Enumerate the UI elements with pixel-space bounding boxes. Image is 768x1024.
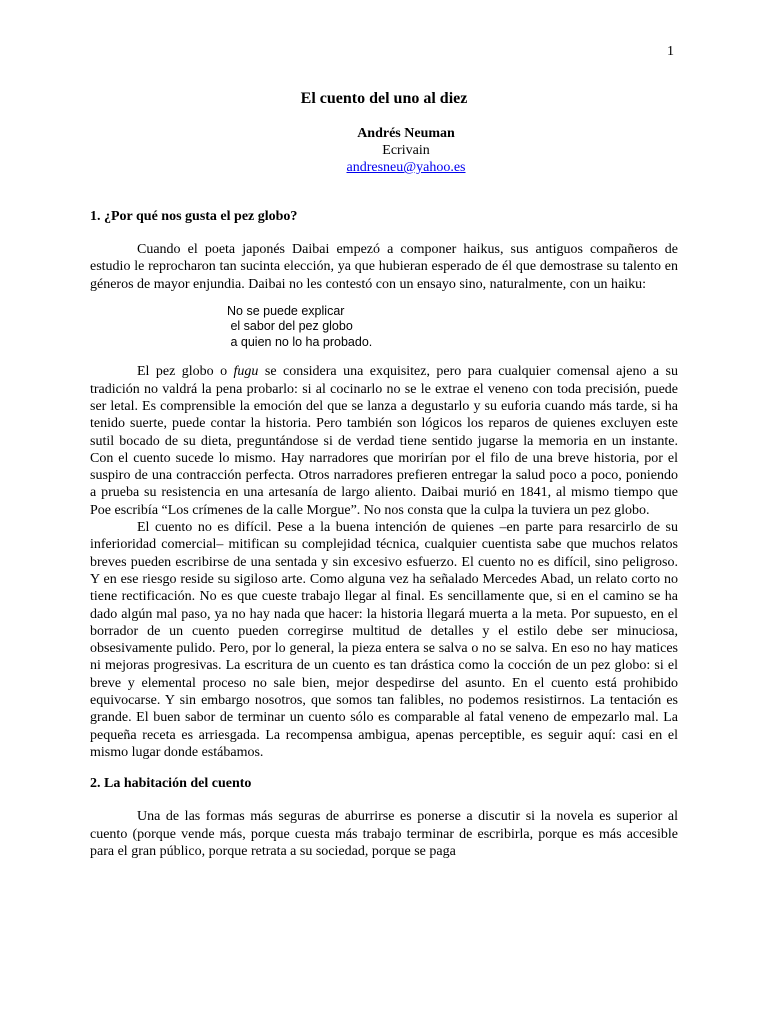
haiku-line-2: el sabor del pez globo (227, 319, 353, 334)
author-name: Andrés Neuman (357, 126, 455, 141)
paragraph-2-intro: El pez globo o (137, 364, 234, 380)
section-1-paragraph-1: Cuando el poeta japonés Daibai empezó a componer haikus, sus antiguos compañeros de estudio le reprocharon tan sucinta elección, ya que hubieran esperado de él que demostrase su talento en géneros de mayor enjundia. Daibai no les contestó con un ensayo sino, naturalmente, con un haiku: (90, 242, 678, 292)
haiku-line-3: a quien no lo ha probado. (227, 334, 373, 349)
page-number: 1 (667, 44, 674, 59)
section-1-paragraph-3: El cuento no es difícil. Pese a la buena intención de quienes –en parte para resarcirlo de su inferioridad comercial– mitifican su complejidad técnica, cualquier cuentista sabe que muchos relatos breves pueden escribirse de una sentada y sin excesivo esfuerzo. El cuento no es difícil, sino peligroso. Y en ese riesgo reside su sigiloso arte. Como alguna vez ha señalado Mercedes Abad, un relato corto no tiene rectificación. No es que cueste trabajo llegar al final. Es sencillamente que, si en el camino se ha dado algún mal paso, ya no hay nada que hacer: la historia llegará muerta a la meta. Por supuesto, en el borrador de un cuento pueden corregirse multitud de detalles y el estilo debe ser minuciosa, obsesivamente pulido. Pero, por lo general, la pieza entera se salva o no se salva. En eso no hay matices ni mejoras progresivas. La escritura de un cuento es tan drástica como la cocción de un pez globo: si el breve y elemental proceso no sale bien, mejor despedirse del asunto. En el cuento está prohibido equivocarse. Y sin embargo nosotros, que somos tan falibles, no podemos resistirnos. La tentación es grande. El buen sabor de terminar un cuento sólo es comparable al fatal veneno de empezarlo mal. La pequeña receta es arriesgada. La recompensa ambigua, apenas perceptible, es seguir aquí: casi en el mismo lugar donde estábamos. (90, 520, 678, 760)
section-2-heading: 2. La habitación del cuento (90, 776, 252, 792)
section-1-heading: 1. ¿Por qué nos gusta el pez globo? (90, 209, 298, 224)
byline (0, 125, 768, 176)
paragraph-2-rest: se considera una exquisitez, pero para cualquier comensal ajeno a su tradición no valdrá la pena probarlo: si al cocinarlo no se le extrae el veneno con toda precisión, puede ser letal. Es comprensible la emoción del que se lanza a degustarlo y su euforia cuando más tarde, si ha tenido suerte, puede contar la historia. Pero también son lógicos los reparos de quienes excluyen este sutil bocado de su dieta, preguntándose si de verdad tiene sentido jugarse la memoria en un instante. Con el cuento sucede lo mismo. Hay narradores que morirían por el filo de una breve historia, por el suspiro de una contracción perfecta. Otros narradores prefieren entregar la salud poco a poco, poniendo a prueba su resistencia en una artesanía de largo aliento. Daibai murió en 1841, al mismo tiempo que Poe escribía “Los crímenes de la calle Morgue”. No nos consta que la culpa la tuviera un pez globo. (90, 364, 678, 518)
section-2-paragraph-1: Una de las formas más seguras de aburrirse es ponerse a discutir si la novela es superior al cuento (porque vende más, porque cuesta más trabajo terminar de escribirla, porque es más accesible para el gran público, porque retrata a su sociedad, porque se paga (90, 809, 678, 859)
author-role: Ecrivain (382, 143, 430, 158)
document-title: El cuento del uno al diez (300, 90, 468, 107)
haiku (227, 304, 678, 351)
author-email-link[interactable]: andresneu@yahoo.es (346, 160, 466, 175)
haiku-line-1: No se puede explicar (227, 303, 345, 318)
document-body (90, 208, 678, 860)
fugu-italic: fugu (233, 364, 259, 380)
section-1-paragraph-2 (90, 363, 678, 519)
